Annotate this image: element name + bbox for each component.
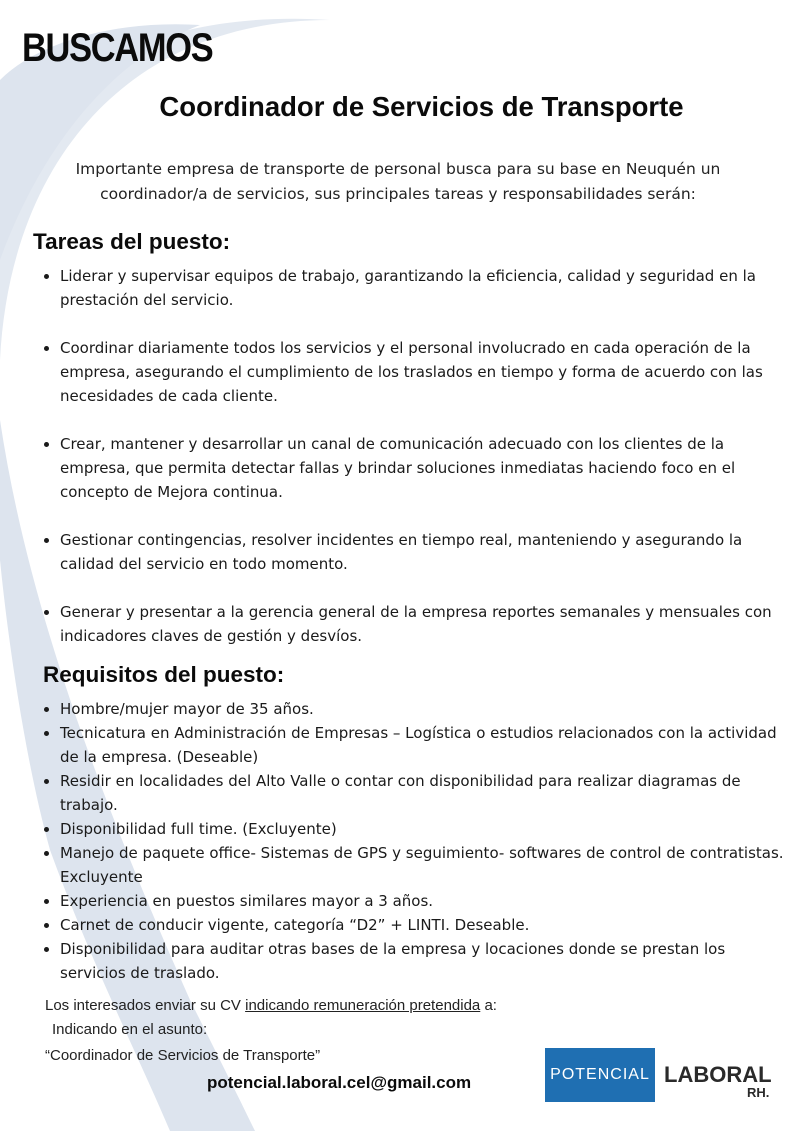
- requirement-item: • Manejo de paquete office- Sistemas de GPS y seguimiento- softwares de control de contratistas. Excluyente: [60, 841, 786, 889]
- task-item: • Coordinar diariamente todos los servicios y el personal involucrado en cada operación de la empresa, asegurando el cumplimiento de los traslados en tiempo y forma de acuerdo con las necesidades de cada cliente.: [60, 336, 786, 408]
- requirements-list: [30, 697, 786, 985]
- tasks-heading: Tareas del puesto:: [33, 229, 231, 254]
- company-logo: [545, 1048, 770, 1102]
- subject-instruction: Indicando en el asunto:: [52, 1021, 208, 1038]
- task-item: • Gestionar contingencias, resolver incidentes en tiempo real, manteniendo y asegurando la calidad del servicio en todo momento.: [60, 528, 786, 576]
- apply-prefix: Los interesados enviar su CV: [45, 997, 246, 1014]
- task-item: • Generar y presentar a la gerencia general de la empresa reportes semanales y mensuales con indicadores claves de gestión y desvíos.: [60, 600, 786, 648]
- requirement-item: • Disponibilidad para auditar otras bases de la empresa y locaciones donde se prestan los servicios de traslado.: [60, 937, 786, 985]
- apply-instructions: [45, 997, 497, 1014]
- requirement-item: • Tecnicatura en Administración de Empresas – Logística o estudios relacionados con la actividad de la empresa. (Deseable): [60, 721, 786, 769]
- task-item: • Crear, mantener y desarrollar un canal de comunicación adecuado con los clientes de la empresa, que permita detectar fallas y brindar soluciones inmediatas haciendo foco en el concepto de Mejora continua.: [60, 432, 786, 504]
- requirement-item: • Carnet de conducir vigente, categoría “D2” + LINTI. Deseable.: [60, 913, 786, 937]
- requirements-heading: Requisitos del puesto:: [43, 662, 285, 687]
- requirement-item: • Disponibilidad full time. (Excluyente): [60, 817, 786, 841]
- salary-requirement: indicando remuneración pretendida: [245, 997, 481, 1014]
- tasks-list: [30, 264, 786, 672]
- job-title: Coordinador de Servicios de Transporte: [159, 91, 684, 122]
- logo-word: LABORAL: [664, 1062, 772, 1087]
- logo-wordmark: [655, 1048, 770, 1102]
- logo-suffix: RH.: [747, 1085, 770, 1100]
- apply-suffix: a:: [480, 997, 497, 1014]
- email-subject: “Coordinador de Servicios de Transporte”: [45, 1047, 321, 1064]
- requirement-item: • Experiencia en puestos similares mayor a 3 años.: [60, 889, 786, 913]
- intro-paragraph: Importante empresa de transporte de personal busca para su base en Neuquén un coordinador/a de servicios, sus principales tareas y responsabilidades serán:: [75, 160, 721, 203]
- task-item: • Liderar y supervisar equipos de trabajo, garantizando la eficiencia, calidad y seguridad en la prestación del servicio.: [60, 264, 786, 312]
- contact-email[interactable]: potencial.laboral.cel@gmail.com: [207, 1073, 472, 1092]
- requirement-item: • Hombre/mujer mayor de 35 años.: [60, 697, 786, 721]
- logo-box: POTENCIAL: [545, 1048, 655, 1102]
- requirement-item: • Residir en localidades del Alto Valle o contar con disponibilidad para realizar diagramas de trabajo.: [60, 769, 786, 817]
- headline: BUSCAMOS: [22, 26, 213, 70]
